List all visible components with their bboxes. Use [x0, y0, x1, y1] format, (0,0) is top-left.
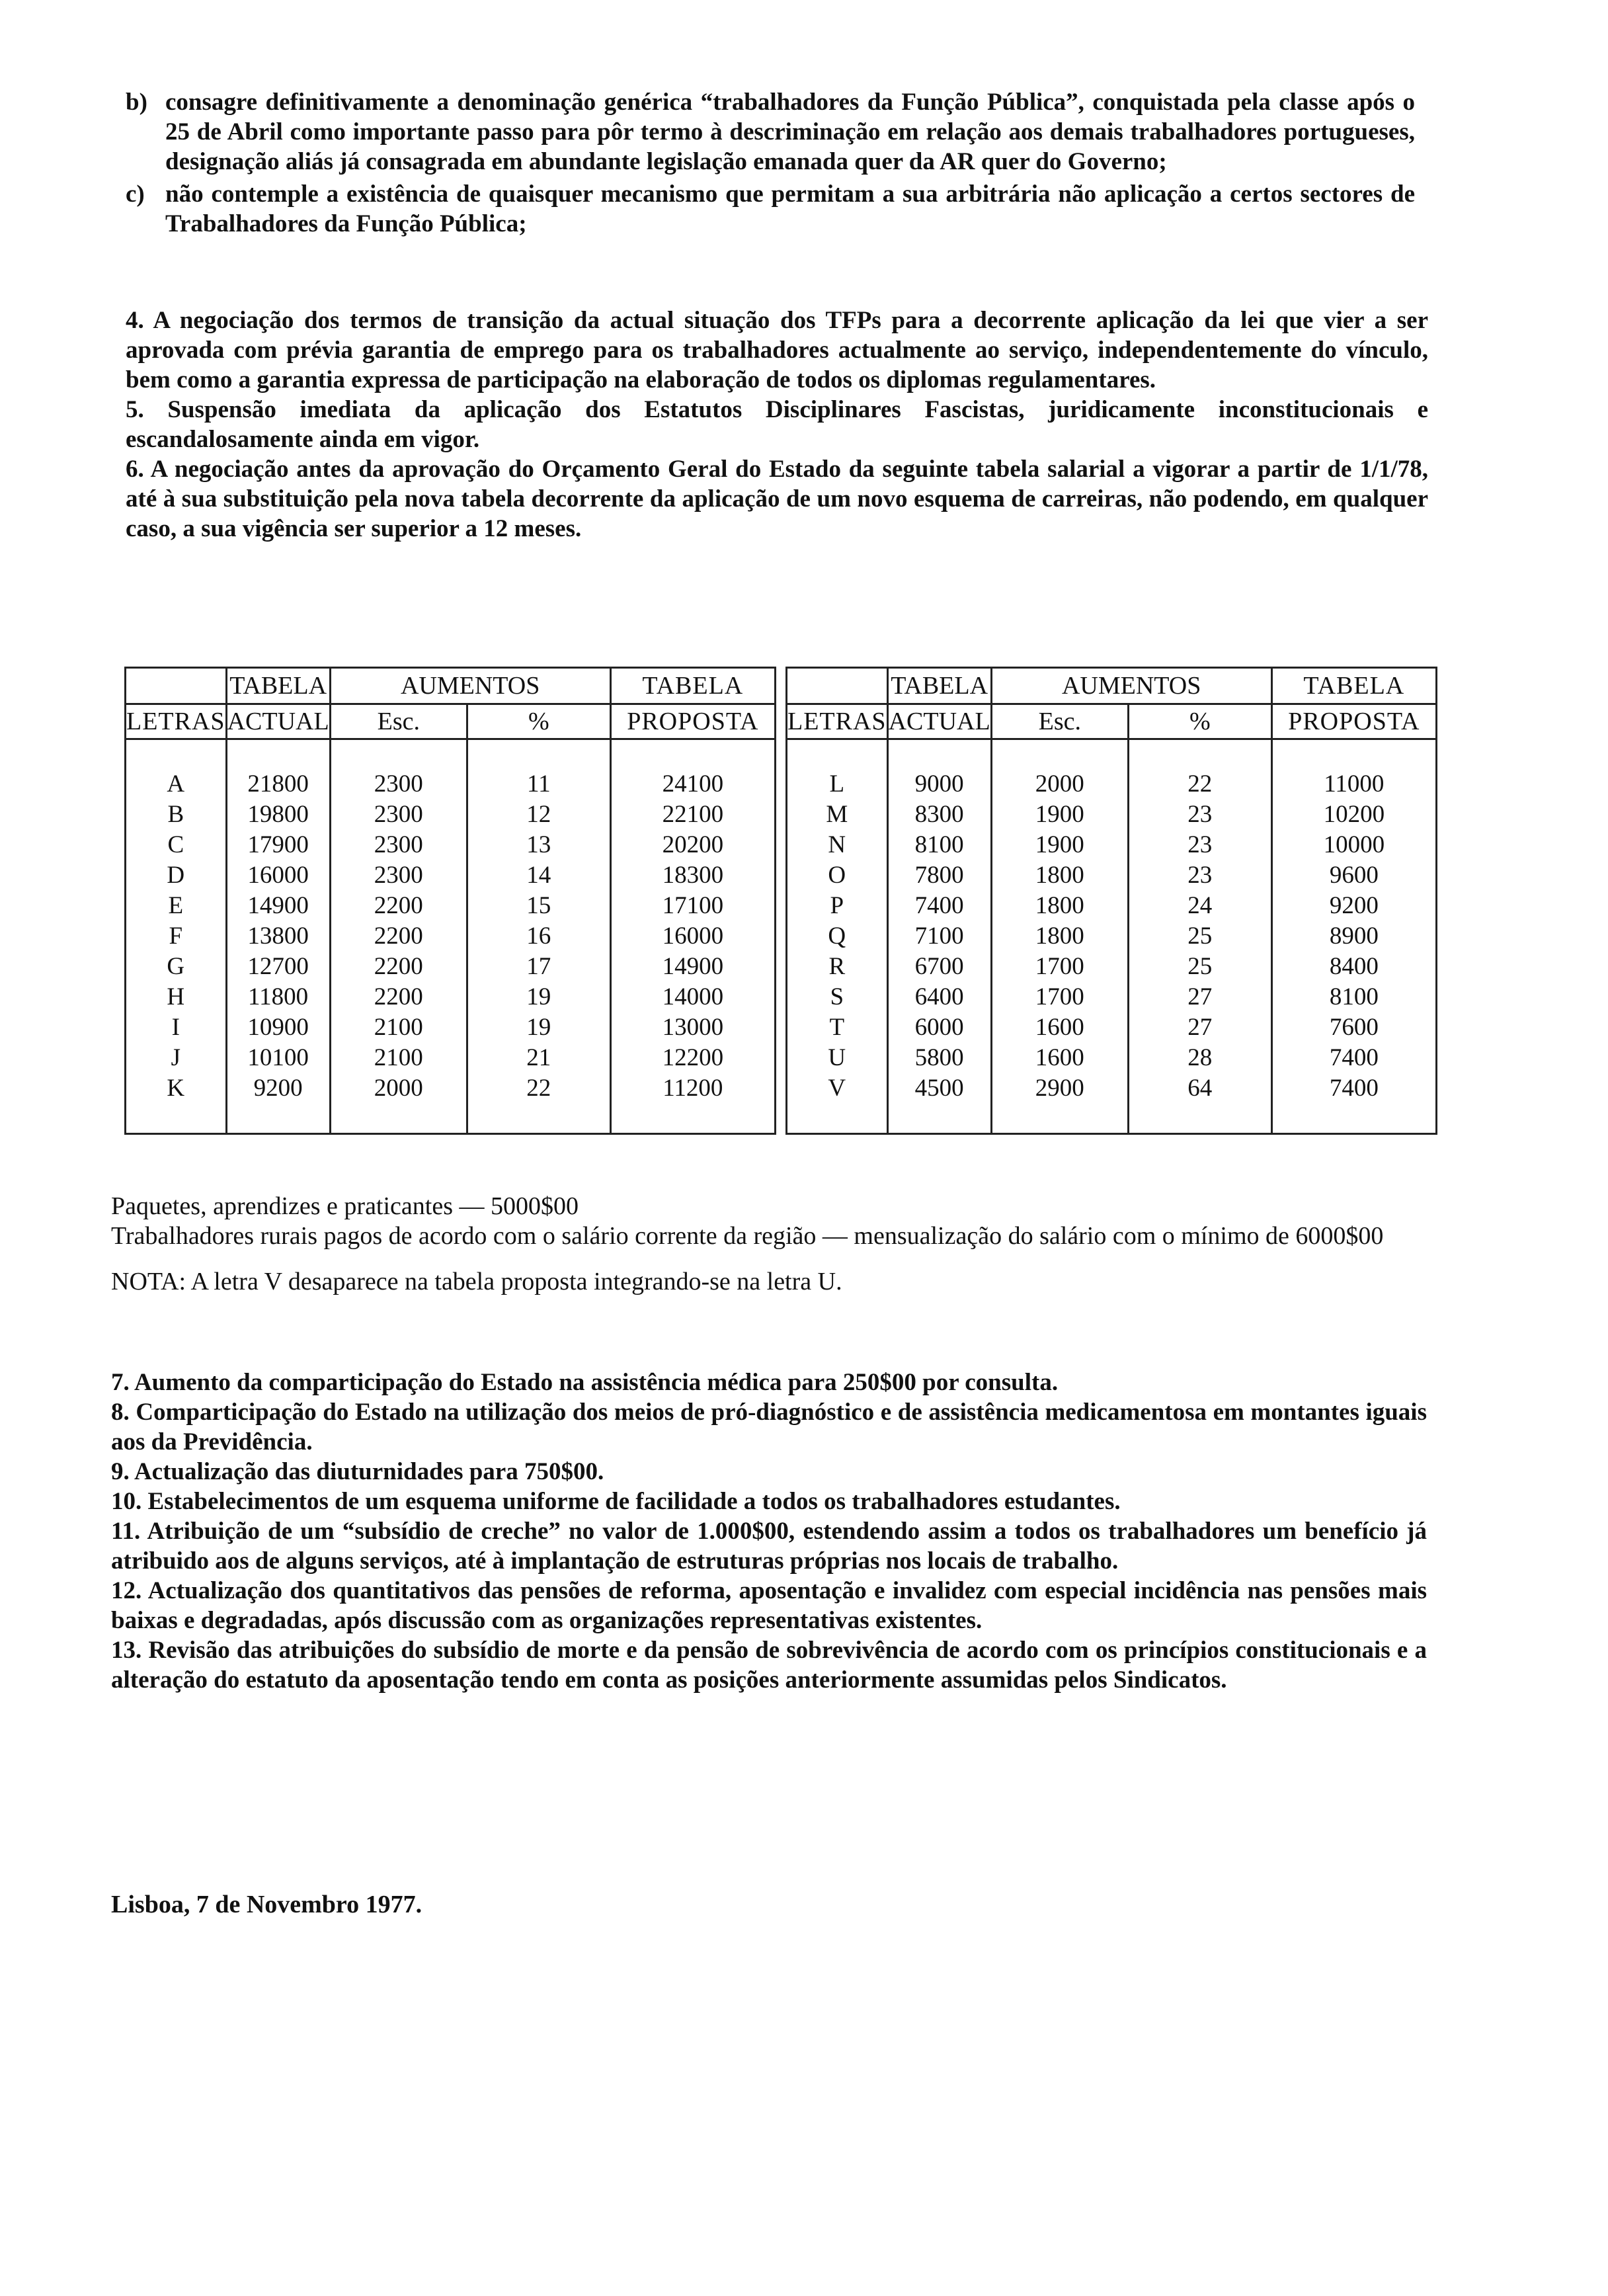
point-6: 6. A negociação antes da aprovação do Orçamento Geral do Estado da seguinte tabela salarial a vigorar a partir de 1/1/78, até à sua substituição pela nova tabela decorrente da aplicação de um novo esquema de carreiras, não podendo, em qualquer caso, a sua vigência ser superior a 12 meses. — [126, 456, 1428, 542]
table-row — [787, 891, 1437, 921]
point-13: 13. Revisão das atribuições do subsídio de morte e da pensão de sobrevivência de acordo com os princípios constitucionais e a alteração do estatuto da aposentação tendo em conta as posições anteriormente assumidas pelos Sindicatos. — [111, 1637, 1427, 1694]
cell-letra: H — [126, 982, 227, 1012]
tabela-proposta-header: TABELA — [610, 668, 775, 704]
table-row — [787, 921, 1437, 952]
cell-pct: 28 — [1128, 1043, 1271, 1073]
cell-letra: L — [787, 769, 888, 800]
cell-letra: P — [787, 891, 888, 921]
tabela-header: TABELA — [226, 668, 330, 704]
table-row — [787, 1012, 1437, 1043]
cell-esc: 1800 — [991, 921, 1128, 952]
cell-letra: J — [126, 1043, 227, 1073]
cell-proposta: 8400 — [1271, 952, 1436, 982]
cell-letra: Q — [787, 921, 888, 952]
point-4: 4. A negociação dos termos de transição da actual situação dos TFPs para a decorrente aplicação da lei que vier a ser aprovada com prévia garantia de emprego para os trabalhadores actualmente ao serviço, independentemente do vínculo, bem como a garantia expressa de participação na elaboração de todos os diplomas regulamentares. — [126, 307, 1428, 393]
cell-proposta: 22100 — [610, 800, 775, 830]
cell-actual: 16000 — [226, 860, 330, 891]
table-row — [126, 1073, 776, 1104]
cell-pct: 22 — [467, 1073, 610, 1104]
table-row — [126, 830, 776, 860]
point-7: 7. Aumento da comparticipação do Estado na assistência médica para 250$00 por consulta. — [111, 1369, 1059, 1396]
cell-proposta: 11000 — [1271, 769, 1436, 800]
cell-proposta: 9600 — [1271, 860, 1436, 891]
cell-letra: V — [787, 1073, 888, 1104]
cell-letra: R — [787, 952, 888, 982]
cell-letra: K — [126, 1073, 227, 1104]
cell-letra: E — [126, 891, 227, 921]
cell-pct: 19 — [467, 1012, 610, 1043]
cell-esc: 2300 — [330, 769, 467, 800]
cell-proposta: 20200 — [610, 830, 775, 860]
cell-actual: 7800 — [887, 860, 991, 891]
pct-header: % — [467, 704, 610, 739]
cell-actual: 4500 — [887, 1073, 991, 1104]
cell-actual: 9200 — [226, 1073, 330, 1104]
cell-pct: 23 — [1128, 800, 1271, 830]
table-row — [126, 1043, 776, 1073]
point-9: 9. Actualização das diuturnidades para 750$00. — [111, 1458, 604, 1485]
cell-actual: 7400 — [887, 891, 991, 921]
cell-pct: 64 — [1128, 1073, 1271, 1104]
cell-letra: S — [787, 982, 888, 1012]
table-row — [787, 1043, 1437, 1073]
table-row — [126, 952, 776, 982]
table-row — [126, 921, 776, 952]
cell-esc: 2100 — [330, 1012, 467, 1043]
cell-proposta: 10000 — [1271, 830, 1436, 860]
proposta-header: PROPOSTA — [1271, 704, 1436, 739]
table-row — [787, 1073, 1437, 1104]
cell-pct: 25 — [1128, 952, 1271, 982]
cell-letra: I — [126, 1012, 227, 1043]
cell-proposta: 9200 — [1271, 891, 1436, 921]
note-paquetes: Paquetes, aprendizes e praticantes — 5000$00 — [111, 1192, 579, 1220]
table-row — [126, 800, 776, 830]
cell-esc: 2200 — [330, 982, 467, 1012]
cell-proposta: 11200 — [610, 1073, 775, 1104]
cell-actual: 5800 — [887, 1043, 991, 1073]
actual-header: ACTUAL — [887, 704, 991, 739]
cell-pct: 23 — [1128, 830, 1271, 860]
cell-letra: C — [126, 830, 227, 860]
cell-proposta: 18300 — [610, 860, 775, 891]
cell-proposta: 12200 — [610, 1043, 775, 1073]
cell-esc: 2200 — [330, 952, 467, 982]
points-4-6 — [126, 306, 1428, 544]
item-c-mark: c) — [126, 181, 145, 208]
point-8: 8. Comparticipação do Estado na utilização dos meios de pró-diagnóstico e de assistência medicamentosa em montantes iguais aos da Previdência. — [111, 1399, 1427, 1456]
cell-actual: 13800 — [226, 921, 330, 952]
cell-esc: 1600 — [991, 1012, 1128, 1043]
cell-esc: 2200 — [330, 921, 467, 952]
cell-esc: 2000 — [991, 769, 1128, 800]
point-12: 12. Actualização dos quantitativos das pensões de reforma, aposentação e invalidez com especial incidência nas pensões mais baixas e degradadas, após discussão com as organizações representativas existentes. — [111, 1577, 1427, 1634]
cell-pct: 24 — [1128, 891, 1271, 921]
point-11: 11. Atribuição de um “subsídio de creche” no valor de 1.000$00, estendendo assim a todos os trabalhadores um benefício já atribuido aos de alguns serviços, até à implantação de estruturas próprias nos locais de trabalho. — [111, 1518, 1427, 1575]
pct-header: % — [1128, 704, 1271, 739]
cell-esc: 2300 — [330, 800, 467, 830]
letras-header: LETRAS — [787, 704, 888, 739]
cell-proposta: 14900 — [610, 952, 775, 982]
cell-proposta: 16000 — [610, 921, 775, 952]
cell-esc: 1700 — [991, 952, 1128, 982]
cell-pct: 13 — [467, 830, 610, 860]
point-5: 5. Suspensão imediata da aplicação dos Estatutos Disciplinares Fascistas, juridicamente inconstitucionais e escandalosamente ainda em vigor. — [126, 396, 1428, 453]
table-row — [787, 830, 1437, 860]
esc-header: Esc. — [991, 704, 1128, 739]
cell-proposta: 17100 — [610, 891, 775, 921]
cell-proposta: 13000 — [610, 1012, 775, 1043]
cell-pct: 23 — [1128, 860, 1271, 891]
aumentos-header: AUMENTOS — [991, 668, 1271, 704]
cell-esc: 2300 — [330, 860, 467, 891]
salary-table-right — [785, 667, 1437, 1135]
cell-proposta: 7400 — [1271, 1043, 1436, 1073]
cell-pct: 12 — [467, 800, 610, 830]
cell-pct: 16 — [467, 921, 610, 952]
note-rurais: Trabalhadores rurais pagos de acordo com o salário corrente da região — mensualização do salário com o mínimo de 6000$00 — [111, 1222, 1384, 1250]
table-row — [787, 860, 1437, 891]
item-c-text: não contemple a existência de quaisquer mecanismo que permitam a sua arbitrária não aplicação a certos sectores de Trabalhadores da Função Pública; — [165, 181, 1415, 237]
top-items — [126, 87, 1415, 239]
cell-esc: 2100 — [330, 1043, 467, 1073]
cell-letra: G — [126, 952, 227, 982]
cell-pct: 27 — [1128, 982, 1271, 1012]
cell-letra: M — [787, 800, 888, 830]
cell-actual: 9000 — [887, 769, 991, 800]
cell-actual: 12700 — [226, 952, 330, 982]
letras-header: LETRAS — [126, 704, 227, 739]
points-7-13 — [111, 1368, 1427, 1695]
cell-proposta: 14000 — [610, 982, 775, 1012]
cell-esc: 2000 — [330, 1073, 467, 1104]
note-nota: NOTA: A letra V desaparece na tabela proposta integrando-se na letra U. — [111, 1268, 842, 1295]
tabela-proposta-header: TABELA — [1271, 668, 1436, 704]
cell-esc: 2200 — [330, 891, 467, 921]
actual-header: ACTUAL — [226, 704, 330, 739]
letras-header-blank — [126, 668, 227, 704]
cell-pct: 22 — [1128, 769, 1271, 800]
cell-pct: 19 — [467, 982, 610, 1012]
proposta-header: PROPOSTA — [610, 704, 775, 739]
cell-pct: 27 — [1128, 1012, 1271, 1043]
item-b — [126, 87, 1415, 177]
cell-esc: 1700 — [991, 982, 1128, 1012]
cell-actual: 7100 — [887, 921, 991, 952]
cell-pct: 11 — [467, 769, 610, 800]
cell-letra: D — [126, 860, 227, 891]
cell-proposta: 7400 — [1271, 1073, 1436, 1104]
cell-actual: 14900 — [226, 891, 330, 921]
table-row — [126, 891, 776, 921]
item-b-text: consagre definitivamente a denominação genérica “trabalhadores da Função Pública”, conquistada pela classe após o 25 de Abril como importante passo para pôr termo à descriminação em relação aos demais trabalhadores portugueses, designação aliás já consagrada em abundante legislação emanada quer da AR quer do Governo; — [165, 89, 1415, 175]
cell-actual: 17900 — [226, 830, 330, 860]
cell-letra: U — [787, 1043, 888, 1073]
cell-pct: 14 — [467, 860, 610, 891]
cell-actual: 8100 — [887, 830, 991, 860]
cell-esc: 1800 — [991, 860, 1128, 891]
cell-proposta: 7600 — [1271, 1012, 1436, 1043]
cell-actual: 6700 — [887, 952, 991, 982]
cell-letra: N — [787, 830, 888, 860]
cell-actual: 8300 — [887, 800, 991, 830]
table-row — [126, 769, 776, 800]
table-row — [787, 982, 1437, 1012]
cell-proposta: 8100 — [1271, 982, 1436, 1012]
cell-pct: 25 — [1128, 921, 1271, 952]
item-c — [126, 179, 1415, 239]
cell-letra: A — [126, 769, 227, 800]
cell-esc: 1900 — [991, 800, 1128, 830]
salary-table-left — [124, 667, 776, 1135]
cell-proposta: 24100 — [610, 769, 775, 800]
cell-pct: 21 — [467, 1043, 610, 1073]
cell-esc: 1600 — [991, 1043, 1128, 1073]
cell-esc: 2300 — [330, 830, 467, 860]
cell-esc: 1800 — [991, 891, 1128, 921]
cell-proposta: 8900 — [1271, 921, 1436, 952]
letras-header-blank — [787, 668, 888, 704]
cell-actual: 19800 — [226, 800, 330, 830]
cell-actual: 6400 — [887, 982, 991, 1012]
cell-esc: 1900 — [991, 830, 1128, 860]
cell-proposta: 10200 — [1271, 800, 1436, 830]
cell-letra: F — [126, 921, 227, 952]
cell-actual: 10100 — [226, 1043, 330, 1073]
table-row — [787, 769, 1437, 800]
cell-actual: 21800 — [226, 769, 330, 800]
cell-esc: 2900 — [991, 1073, 1128, 1104]
table-notes — [111, 1192, 1414, 1297]
cell-actual: 6000 — [887, 1012, 991, 1043]
table-row — [787, 952, 1437, 982]
cell-letra: T — [787, 1012, 888, 1043]
cell-pct: 17 — [467, 952, 610, 982]
point-10: 10. Estabelecimentos de um esquema uniforme de facilidade a todos os trabalhadores estudantes. — [111, 1488, 1121, 1515]
table-row — [126, 860, 776, 891]
table-row — [126, 1012, 776, 1043]
cell-letra: O — [787, 860, 888, 891]
aumentos-header: AUMENTOS — [330, 668, 610, 704]
tabela-header: TABELA — [887, 668, 991, 704]
cell-letra: B — [126, 800, 227, 830]
table-row — [126, 982, 776, 1012]
cell-actual: 10900 — [226, 1012, 330, 1043]
cell-actual: 11800 — [226, 982, 330, 1012]
item-b-mark: b) — [126, 89, 147, 116]
signoff: Lisboa, 7 de Novembro 1977. — [111, 1891, 422, 1918]
table-row — [787, 800, 1437, 830]
esc-header: Esc. — [330, 704, 467, 739]
cell-pct: 15 — [467, 891, 610, 921]
